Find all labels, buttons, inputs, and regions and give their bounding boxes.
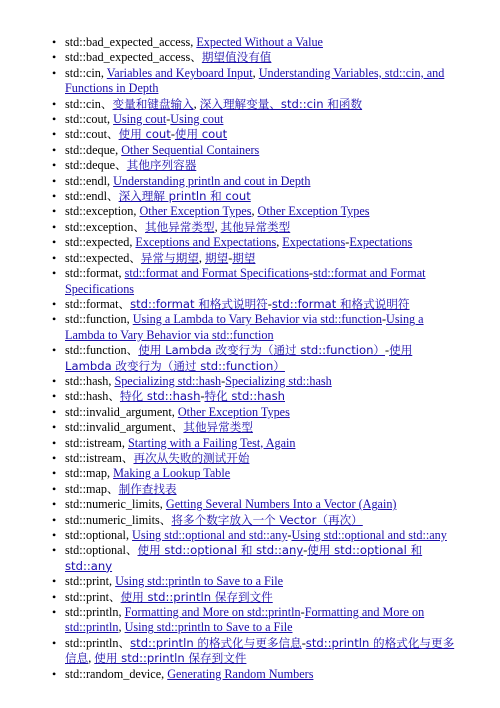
link-separator: - — [166, 112, 171, 127]
index-link[interactable]: std::format 和格式说明符 — [130, 296, 268, 311]
index-entry — [65, 66, 460, 97]
index-entry — [65, 466, 460, 481]
index-term: std::invalid_argument — [65, 420, 172, 435]
index-link[interactable]: 特化 std::hash — [119, 389, 201, 404]
link-separator: , — [88, 651, 95, 666]
index-entry — [65, 35, 460, 50]
index-entry — [65, 436, 460, 451]
index-link[interactable]: std::println 的格式化与更多信息 — [65, 635, 455, 666]
index-separator: 、 — [190, 50, 202, 65]
index-link[interactable]: Using a Lambda to Vary Behavior via std::function — [65, 312, 424, 342]
index-separator: 、 — [126, 343, 139, 358]
index-separator: , — [106, 173, 114, 188]
index-term: std::numeric_limits — [65, 497, 160, 512]
index-link[interactable]: Using cout — [113, 112, 167, 127]
index-separator: 、 — [108, 389, 120, 404]
index-link[interactable]: Understanding Variables, std::cin, and Functions in Depth — [65, 65, 445, 96]
index-separator: 、 — [121, 450, 134, 465]
index-term: std::deque — [65, 142, 116, 157]
index-entry — [65, 204, 460, 219]
index-link[interactable]: 期望 — [205, 250, 229, 265]
index-separator: 、 — [109, 589, 121, 604]
index-link[interactable]: 变量和键盘输入 — [112, 96, 194, 111]
link-separator: , — [276, 235, 283, 250]
index-entry — [65, 50, 460, 65]
index-link[interactable]: 深入理解 println 和 cout — [118, 189, 251, 204]
index-separator: , — [106, 112, 114, 127]
index-link[interactable]: 使用 std::println 保存到文件 — [94, 651, 247, 666]
index-separator: 、 — [171, 420, 184, 435]
index-link[interactable]: Other Exception Types — [177, 404, 290, 419]
index-link[interactable]: 其他序列容器 — [126, 158, 197, 173]
index-entry — [65, 174, 460, 189]
index-separator: 、 — [159, 512, 172, 527]
index-link[interactable]: Specializing std::hash — [114, 373, 222, 388]
index-separator: 、 — [106, 481, 119, 496]
index-term: std::invalid_argument — [65, 404, 172, 419]
index-separator: , — [115, 142, 122, 157]
index-separator: , — [159, 497, 166, 512]
index-separator: , — [126, 312, 133, 327]
index-entry — [65, 574, 460, 589]
index-term: std::cout — [65, 127, 107, 142]
index-entry — [65, 97, 460, 112]
index-separator: 、 — [133, 219, 145, 234]
index-separator: , — [161, 666, 168, 681]
index-link[interactable]: 异常与期望 — [140, 250, 199, 265]
index-separator: 、 — [106, 127, 119, 142]
link-separator: - — [228, 250, 233, 265]
index-link[interactable]: 使用 std::optional 和 std::any — [137, 543, 304, 558]
index-term: std::cin — [65, 96, 101, 111]
link-separator: , — [118, 620, 125, 635]
index-term: std::function — [65, 312, 127, 327]
index-link[interactable]: Other Sequential Containers — [121, 142, 260, 157]
index-entry — [65, 127, 460, 142]
index-entry — [65, 312, 460, 343]
index-separator: , — [125, 528, 133, 542]
index-entry — [65, 405, 460, 420]
index-link[interactable]: 制作查找表 — [118, 481, 177, 496]
index-entry — [65, 343, 460, 374]
index-term: std::numeric_limits — [65, 512, 160, 527]
link-separator: - — [301, 635, 306, 650]
index-separator: 、 — [106, 189, 119, 204]
index-separator: 、 — [125, 543, 138, 558]
index-term: std::cin — [65, 65, 101, 80]
index-entry — [65, 389, 460, 404]
link-separator: , — [252, 65, 259, 80]
index-link[interactable]: 深入理解变量、std::cin 和函数 — [199, 96, 363, 111]
index-term: std::map — [65, 481, 107, 496]
index-link[interactable]: Getting Several Numbers Into a Vector (Again) — [165, 497, 397, 512]
index-link[interactable]: Using cout — [170, 112, 224, 127]
index-link[interactable]: 期望值没有值 — [201, 50, 272, 65]
index-term: std::format — [65, 296, 119, 311]
index-term: std::cout — [65, 112, 107, 127]
index-entry — [65, 605, 460, 636]
index-term: std::expected — [65, 250, 130, 265]
index-link[interactable]: std::println 的格式化与更多信息 — [130, 635, 302, 650]
index-link[interactable]: Expected Without a Value — [196, 35, 323, 49]
index-entry — [65, 420, 460, 435]
index-link[interactable]: 使用 std::optional 和 std::any — [65, 543, 423, 573]
link-separator: , — [198, 250, 205, 265]
index-link[interactable]: Expectations — [349, 235, 413, 250]
link-separator: - — [381, 312, 387, 327]
index-separator: , — [129, 235, 136, 250]
index-entry — [65, 251, 460, 266]
index-link[interactable]: 特化 std::hash — [204, 389, 285, 404]
index-term: std::bad_expected_access — [65, 50, 191, 65]
index-link[interactable]: 其他异常类型 — [183, 420, 253, 435]
index-separator: , — [118, 605, 125, 620]
index-link[interactable]: Other Exception Types — [257, 204, 370, 219]
index-entry — [65, 158, 460, 173]
index-term: std::function — [65, 343, 127, 358]
index-entry — [65, 374, 460, 389]
index-entry — [65, 513, 460, 528]
index-separator: , — [133, 204, 140, 219]
index-link[interactable]: Understanding println and cout in Depth — [113, 173, 311, 188]
index-link[interactable]: Starting with a Failing Test, Again — [127, 435, 296, 450]
index-link[interactable]: Expectations — [282, 235, 346, 250]
index-link[interactable]: 将多个数字放入一个 Vector（再次） — [171, 512, 363, 527]
index-link[interactable]: Formatting and More on std::println — [124, 605, 301, 620]
index-separator: 、 — [115, 158, 127, 173]
index-separator: 、 — [118, 635, 131, 650]
index-entry — [65, 143, 460, 158]
link-separator: - — [221, 373, 226, 388]
index-term: std::endl — [65, 173, 107, 188]
index-separator: , — [100, 65, 107, 80]
index-term: std::print — [65, 574, 110, 589]
index-entry — [65, 451, 460, 466]
link-separator: - — [345, 235, 350, 250]
index-link[interactable]: 使用 cout — [174, 127, 228, 142]
index-link[interactable]: Other Exception Types — [139, 204, 252, 219]
index-entry — [65, 543, 460, 574]
index-entry — [65, 667, 460, 682]
index-separator: , — [171, 404, 178, 419]
index-term: std::optional — [65, 528, 126, 542]
index-separator: 、 — [118, 296, 131, 311]
index-link[interactable]: Variables and Keyboard Input — [106, 65, 253, 80]
index-link[interactable]: Making a Lookup Table — [113, 466, 231, 481]
link-separator: - — [170, 127, 175, 142]
index-separator: , — [109, 574, 116, 589]
index-link[interactable]: std::format and Format Specifications — [124, 266, 310, 281]
index-entry — [65, 235, 460, 250]
link-separator: , — [251, 204, 258, 219]
index-term: std::istream — [65, 450, 122, 465]
index-term: std::endl — [65, 189, 107, 204]
index-term: std::map — [65, 466, 107, 481]
index-link[interactable]: Using std::println to Save to a File — [124, 620, 293, 635]
index-link[interactable]: Using a Lambda to Vary Behavior via std::function — [132, 312, 382, 327]
index-entry — [65, 297, 460, 312]
index-term: std::expected — [65, 235, 130, 250]
index-link[interactable]: Using std::println to Save to a File — [115, 574, 284, 589]
index-entry — [65, 590, 460, 605]
index-link[interactable]: Using std::optional and std::any — [291, 528, 447, 542]
index-term: std::println — [65, 635, 119, 650]
index-entry — [65, 266, 460, 297]
index-link[interactable]: 使用 std::println 保存到文件 — [120, 589, 273, 604]
index-entry — [65, 482, 460, 497]
index-term: std::random_device — [65, 666, 162, 681]
link-separator: , — [193, 96, 200, 111]
index-link[interactable]: 期望 — [232, 250, 256, 265]
index-term: std::exception — [65, 204, 134, 219]
index-link[interactable]: Using std::optional and std::any — [132, 528, 288, 542]
link-separator: - — [309, 266, 314, 281]
link-separator: , — [214, 219, 221, 234]
index-entry — [65, 112, 460, 127]
index-link[interactable]: 使用 Lambda 改变行为（通过 std::function） — [65, 343, 413, 373]
link-separator: - — [200, 389, 205, 404]
index-separator: 、 — [129, 250, 141, 265]
index-link[interactable]: 使用 cout — [118, 127, 171, 142]
index-link[interactable]: Formatting and More on std::println — [65, 605, 425, 635]
link-separator: - — [385, 343, 390, 358]
index-link[interactable]: Generating Random Numbers — [167, 666, 314, 681]
index-list — [65, 35, 460, 682]
index-term: std::hash — [65, 373, 109, 388]
index-separator: , — [118, 266, 125, 281]
index-term: std::exception — [65, 219, 134, 234]
index-link[interactable]: 其他异常类型 — [220, 219, 291, 234]
index-link[interactable]: 使用 Lambda 改变行为（通过 std::function） — [138, 343, 386, 358]
index-term: std::format — [65, 266, 119, 281]
index-term: std::bad_expected_access — [65, 35, 191, 49]
index-link[interactable]: 再次从失败的测试开始 — [133, 450, 250, 465]
index-link[interactable]: Specializing std::hash — [225, 373, 332, 388]
index-link[interactable]: std::format and Format Specifications — [65, 266, 426, 296]
index-entry — [65, 528, 460, 543]
link-separator: - — [300, 605, 305, 620]
index-term: std::print — [65, 589, 110, 604]
link-separator: - — [287, 528, 292, 542]
link-separator: - — [303, 543, 308, 558]
index-link[interactable]: Exceptions and Expectations — [135, 235, 277, 250]
link-separator: - — [267, 296, 272, 311]
index-term: std::istream — [65, 435, 122, 450]
index-term: std::deque — [65, 158, 116, 173]
index-link[interactable]: std::format 和格式说明符 — [271, 296, 410, 311]
index-link[interactable]: 其他异常类型 — [144, 219, 215, 234]
index-term: std::optional — [65, 543, 126, 558]
index-separator: , — [108, 373, 115, 388]
index-separator: , — [190, 35, 197, 49]
index-separator: , — [121, 435, 128, 450]
index-term: std::println — [65, 605, 119, 620]
index-entry — [65, 636, 460, 667]
index-term: std::hash — [65, 389, 109, 404]
index-entry — [65, 220, 460, 235]
index-entry — [65, 497, 460, 512]
index-separator: 、 — [100, 96, 113, 111]
index-entry — [65, 189, 460, 204]
index-separator: , — [106, 466, 114, 481]
